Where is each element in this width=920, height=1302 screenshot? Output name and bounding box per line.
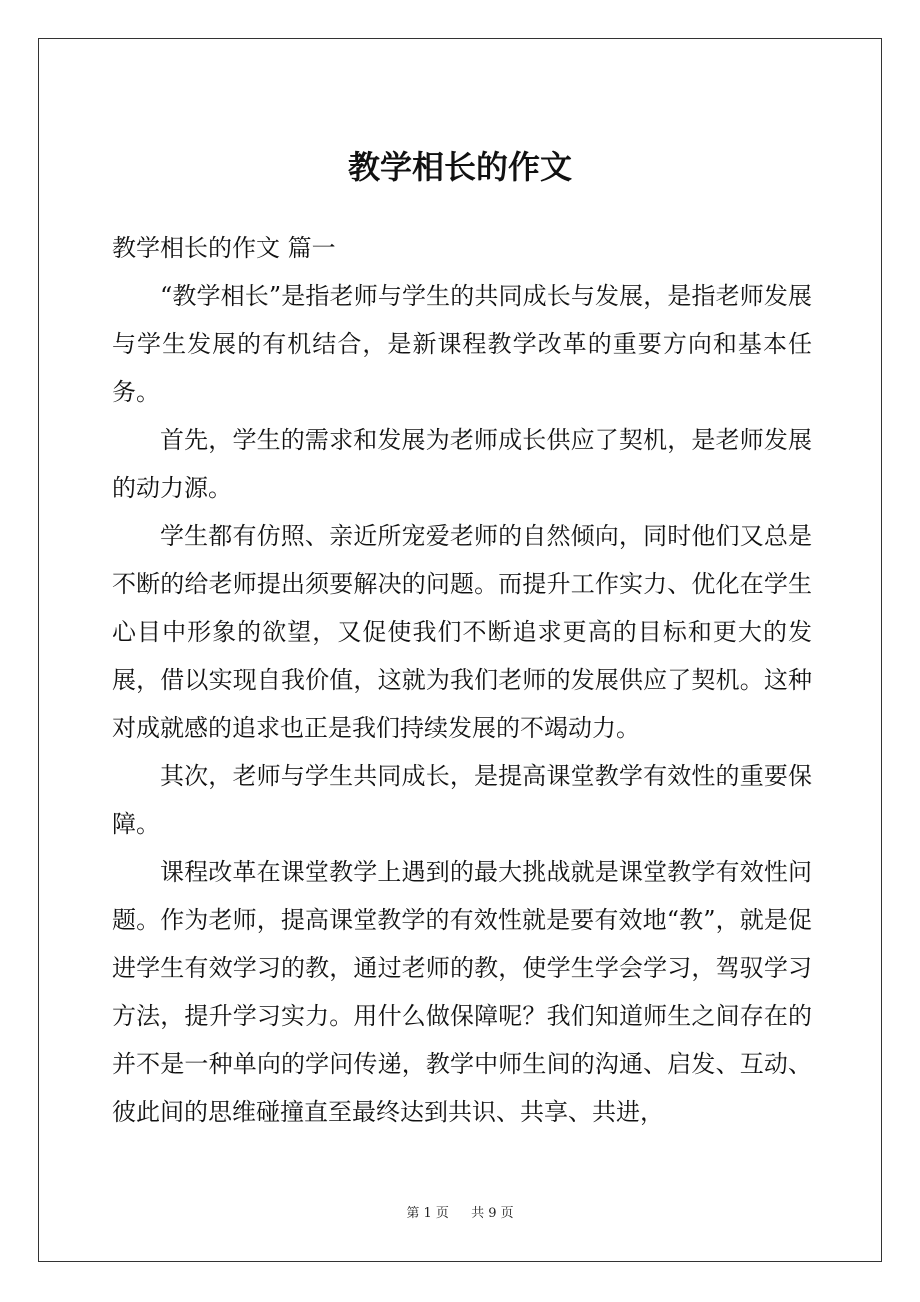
- page-number-total: 共 9 页: [471, 1206, 514, 1221]
- document-body: [112, 224, 812, 1136]
- paragraph-5: 课程改革在课堂教学上遇到的最大挑战就是课堂教学有效性问题。作为老师，提高课堂教学的有效性就是要有效地“教”，就是促进学生有效学习的教，通过老师的教，使学生学会学习，驾驭学习方法，提升学习实力。用什么做保障呢？我们知道师生之间存在的并不是一种单向的学问传递，教学中师生间的沟通、启发、互动、彼此间的思维碰撞直至最终达到共识、共享、共进，: [112, 858, 812, 1126]
- page-number-current: 第 1 页: [406, 1206, 449, 1221]
- paragraph-4: 其次，老师与学生共同成长，是提高课堂教学有效性的重要保障。: [112, 762, 812, 838]
- paragraph-1: “教学相长”是指老师与学生的共同成长与发展，是指老师发展与学生发展的有机结合，是新课程教学改革的重要方向和基本任务。: [112, 282, 812, 406]
- paragraph-2: 首先，学生的需求和发展为老师成长供应了契机，是老师发展的动力源。: [112, 426, 812, 502]
- paragraph-3: 学生都有仿照、亲近所宠爱老师的自然倾向，同时他们又总是不断的给老师提出须要解决的问题。而提升工作实力、优化在学生心目中形象的欲望，又促使我们不断追求更高的目标和更大的发展，借以实现自我价值，这就为我们老师的发展供应了契机。这种对成就感的追求也正是我们持续发展的不竭动力。: [112, 522, 812, 742]
- page-footer: [0, 1204, 920, 1224]
- document-title: 教学相长的作文: [347, 148, 572, 186]
- section-heading: 教学相长的作文 篇一: [112, 234, 336, 262]
